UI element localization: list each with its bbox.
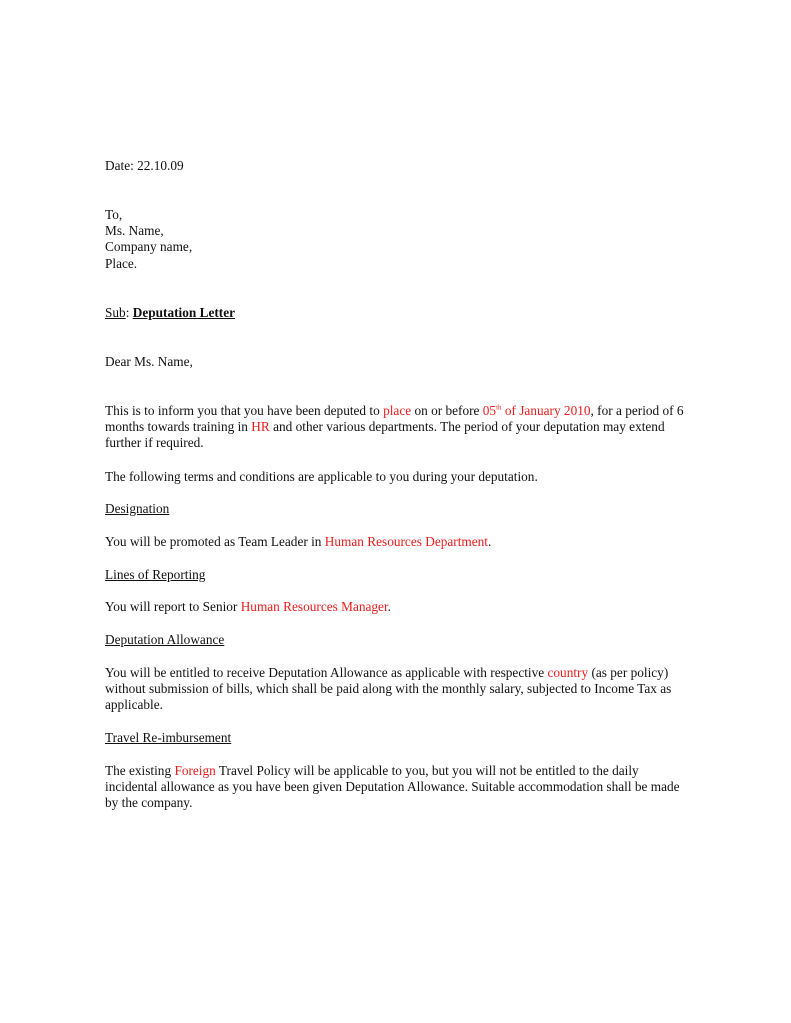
reporting-heading: Lines of Reporting (105, 567, 206, 582)
travel-paragraph (105, 763, 685, 812)
travel-text-1: The existing (105, 763, 175, 778)
intro-day: 05 (482, 403, 497, 418)
address-name: Ms. Name, (105, 223, 164, 239)
intro-paragraph (105, 403, 685, 452)
reporting-manager-placeholder: Human Resources Manager (240, 599, 388, 614)
date-value: 22.10.09 (137, 158, 184, 173)
address-place: Place. (105, 255, 138, 271)
travel-text-2: Travel Policy will be applicable to you, but you will not be entitled to the daily incidental allowance as you have been given Deputation Allowance. Suitable accommodation shall be made by the company. (105, 763, 680, 811)
designation-heading: Designation (105, 501, 170, 516)
allowance-country-placeholder: country (547, 665, 589, 680)
intro-text-1: This is to inform you that you have been deputed to (105, 403, 384, 418)
intro-text-2: on or before (411, 403, 483, 418)
designation-dept-placeholder: Human Resources Department (324, 534, 488, 549)
intro-day-suffix: th (496, 403, 502, 412)
intro-month-year: of January 2010 (501, 403, 591, 418)
designation-paragraph (105, 534, 685, 550)
reporting-paragraph (105, 599, 685, 615)
date-label: Date: (105, 158, 134, 173)
travel-foreign-placeholder: Foreign (174, 763, 216, 778)
reporting-text-1: You will report to Senior (105, 599, 241, 614)
allowance-text-1: You will be entitled to receive Deputation Allowance as applicable with respective (105, 665, 548, 680)
terms-intro: The following terms and conditions are applicable to you during your deputation. (105, 469, 538, 484)
intro-place-placeholder: place (383, 403, 412, 418)
subject-separator: : (125, 305, 130, 320)
allowance-paragraph (105, 665, 685, 714)
reporting-text-2: . (387, 599, 391, 614)
address-to: To, (105, 207, 123, 222)
travel-heading: Travel Re-imbursement (105, 730, 232, 745)
designation-text-1: You will be promoted as Team Leader in (105, 534, 325, 549)
intro-text-4: and other various departments. The period of your deputation may extend further if required. (105, 419, 665, 451)
designation-text-2: . (488, 534, 492, 549)
subject-label: Sub (105, 305, 126, 320)
intro-dept-placeholder: HR (251, 419, 270, 435)
intro-date-placeholder (483, 403, 591, 418)
salutation: Dear Ms. Name, (105, 354, 193, 369)
allowance-text-2: (as per policy) without submission of bills, which shall be paid along with the monthly salary, subjected to Income Tax as applicable. (105, 665, 672, 713)
address-company: Company name, (105, 239, 193, 255)
subject-title: Deputation Letter (132, 305, 236, 320)
intro-text-3: , for a period of 6 months towards training in (105, 403, 684, 435)
recipient-address (105, 207, 685, 272)
allowance-heading: Deputation Allowance (105, 632, 225, 647)
subject-line (105, 305, 685, 321)
date-line (105, 158, 685, 174)
